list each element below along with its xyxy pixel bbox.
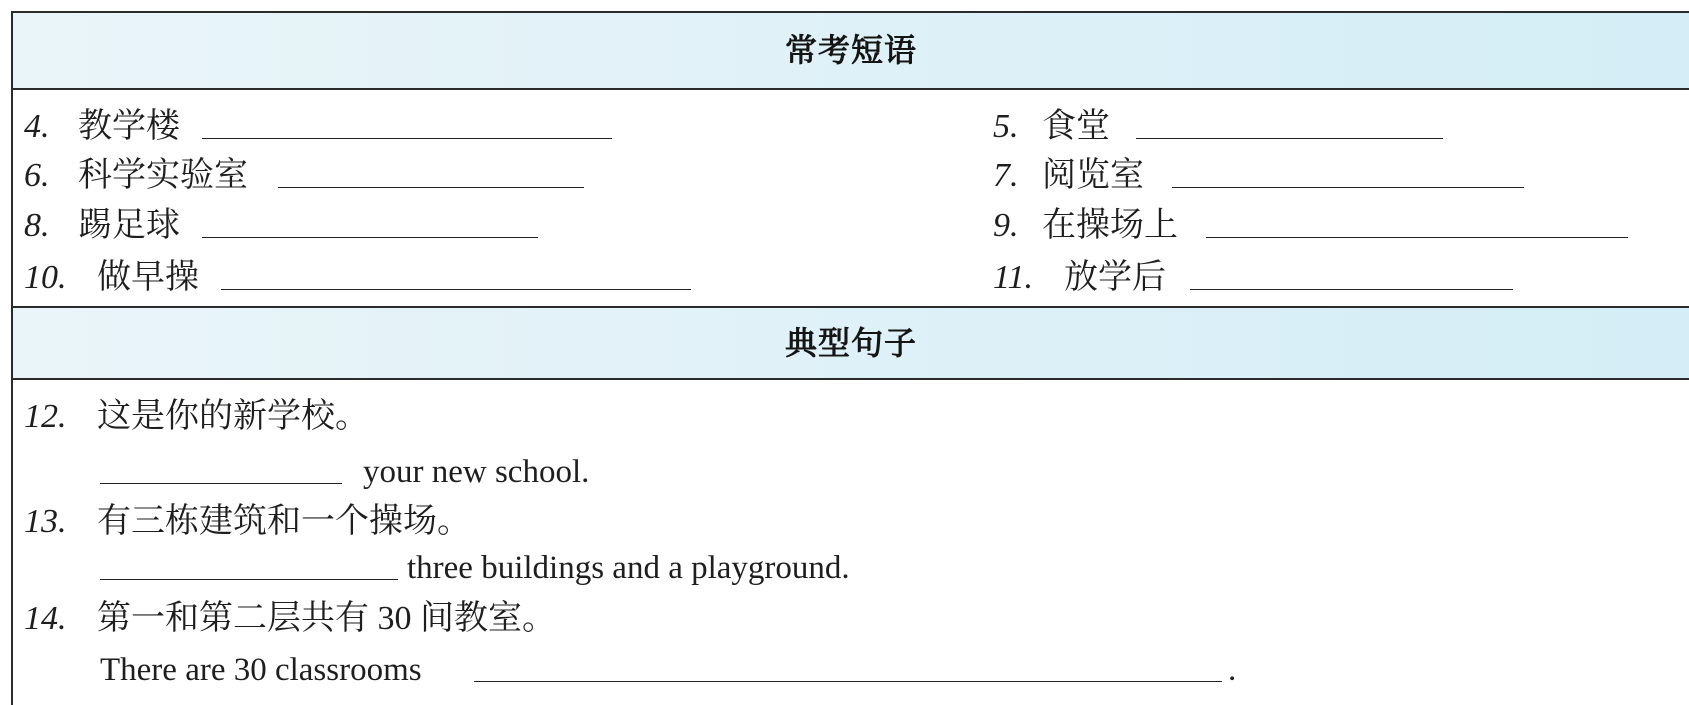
item-number: 4.: [24, 108, 50, 145]
sentence-chinese: 有三栋建筑和一个操场。: [97, 503, 471, 540]
answer-blank[interactable]: [278, 156, 584, 188]
phrase-row: [0, 107, 1689, 147]
phrase-row: [0, 156, 1689, 196]
sentence-chinese: 这是你的新学校。: [97, 398, 369, 435]
phrases-section-title: 常考短语: [784, 31, 917, 69]
phrase-chinese: 放学后: [1064, 259, 1166, 296]
phrase-chinese: 阅览室: [1042, 157, 1144, 194]
item-number: 12.: [24, 398, 67, 435]
sentence-english: There are 30 classrooms: [100, 652, 422, 688]
answer-blank[interactable]: [1136, 107, 1443, 139]
divider: [11, 88, 1689, 90]
item-number: 8.: [24, 207, 50, 244]
phrase-chinese: 教学楼: [78, 108, 180, 145]
sentence-answer-row: [0, 650, 1689, 690]
answer-blank[interactable]: [202, 206, 538, 238]
answer-blank[interactable]: [1190, 258, 1513, 290]
item-number: 5.: [993, 108, 1019, 145]
phrase-row: [0, 258, 1689, 298]
sentences-section-title: 典型句子: [784, 324, 917, 362]
phrase-chinese: 科学实验室: [78, 157, 248, 194]
sentence-end-punctuation: .: [1228, 652, 1237, 688]
sentence-prompt-row: [0, 502, 1689, 542]
sentence-answer-row: [0, 452, 1689, 492]
phrases-header: [13, 13, 1689, 88]
answer-blank[interactable]: [100, 452, 342, 484]
answer-blank[interactable]: [1206, 206, 1628, 238]
answer-blank[interactable]: [202, 107, 612, 139]
item-number: 14.: [24, 600, 67, 637]
phrase-chinese: 做早操: [97, 259, 199, 296]
divider: [11, 378, 1689, 380]
sentence-english: three buildings and a playground.: [407, 550, 850, 586]
item-number: 13.: [24, 503, 67, 540]
sentence-chinese: 第一和第二层共有 30 间教室。: [97, 600, 556, 637]
phrase-chinese: 踢足球: [78, 207, 180, 244]
sentence-prompt-row: [0, 599, 1689, 639]
sentence-prompt-row: [0, 397, 1689, 437]
sentence-english: your new school.: [363, 454, 590, 490]
item-number: 11.: [993, 259, 1033, 296]
answer-blank[interactable]: [221, 258, 691, 290]
answer-blank[interactable]: [474, 650, 1222, 682]
answer-blank[interactable]: [100, 548, 398, 580]
item-number: 7.: [993, 157, 1019, 194]
phrase-chinese: 在操场上: [1042, 207, 1178, 244]
item-number: 10.: [24, 259, 67, 296]
phrase-row: [0, 206, 1689, 246]
answer-blank[interactable]: [1172, 156, 1524, 188]
item-number: 9.: [993, 207, 1019, 244]
sentences-header: [13, 308, 1689, 378]
sentence-answer-row: [0, 548, 1689, 588]
phrase-chinese: 食堂: [1042, 108, 1110, 145]
item-number: 6.: [24, 157, 50, 194]
